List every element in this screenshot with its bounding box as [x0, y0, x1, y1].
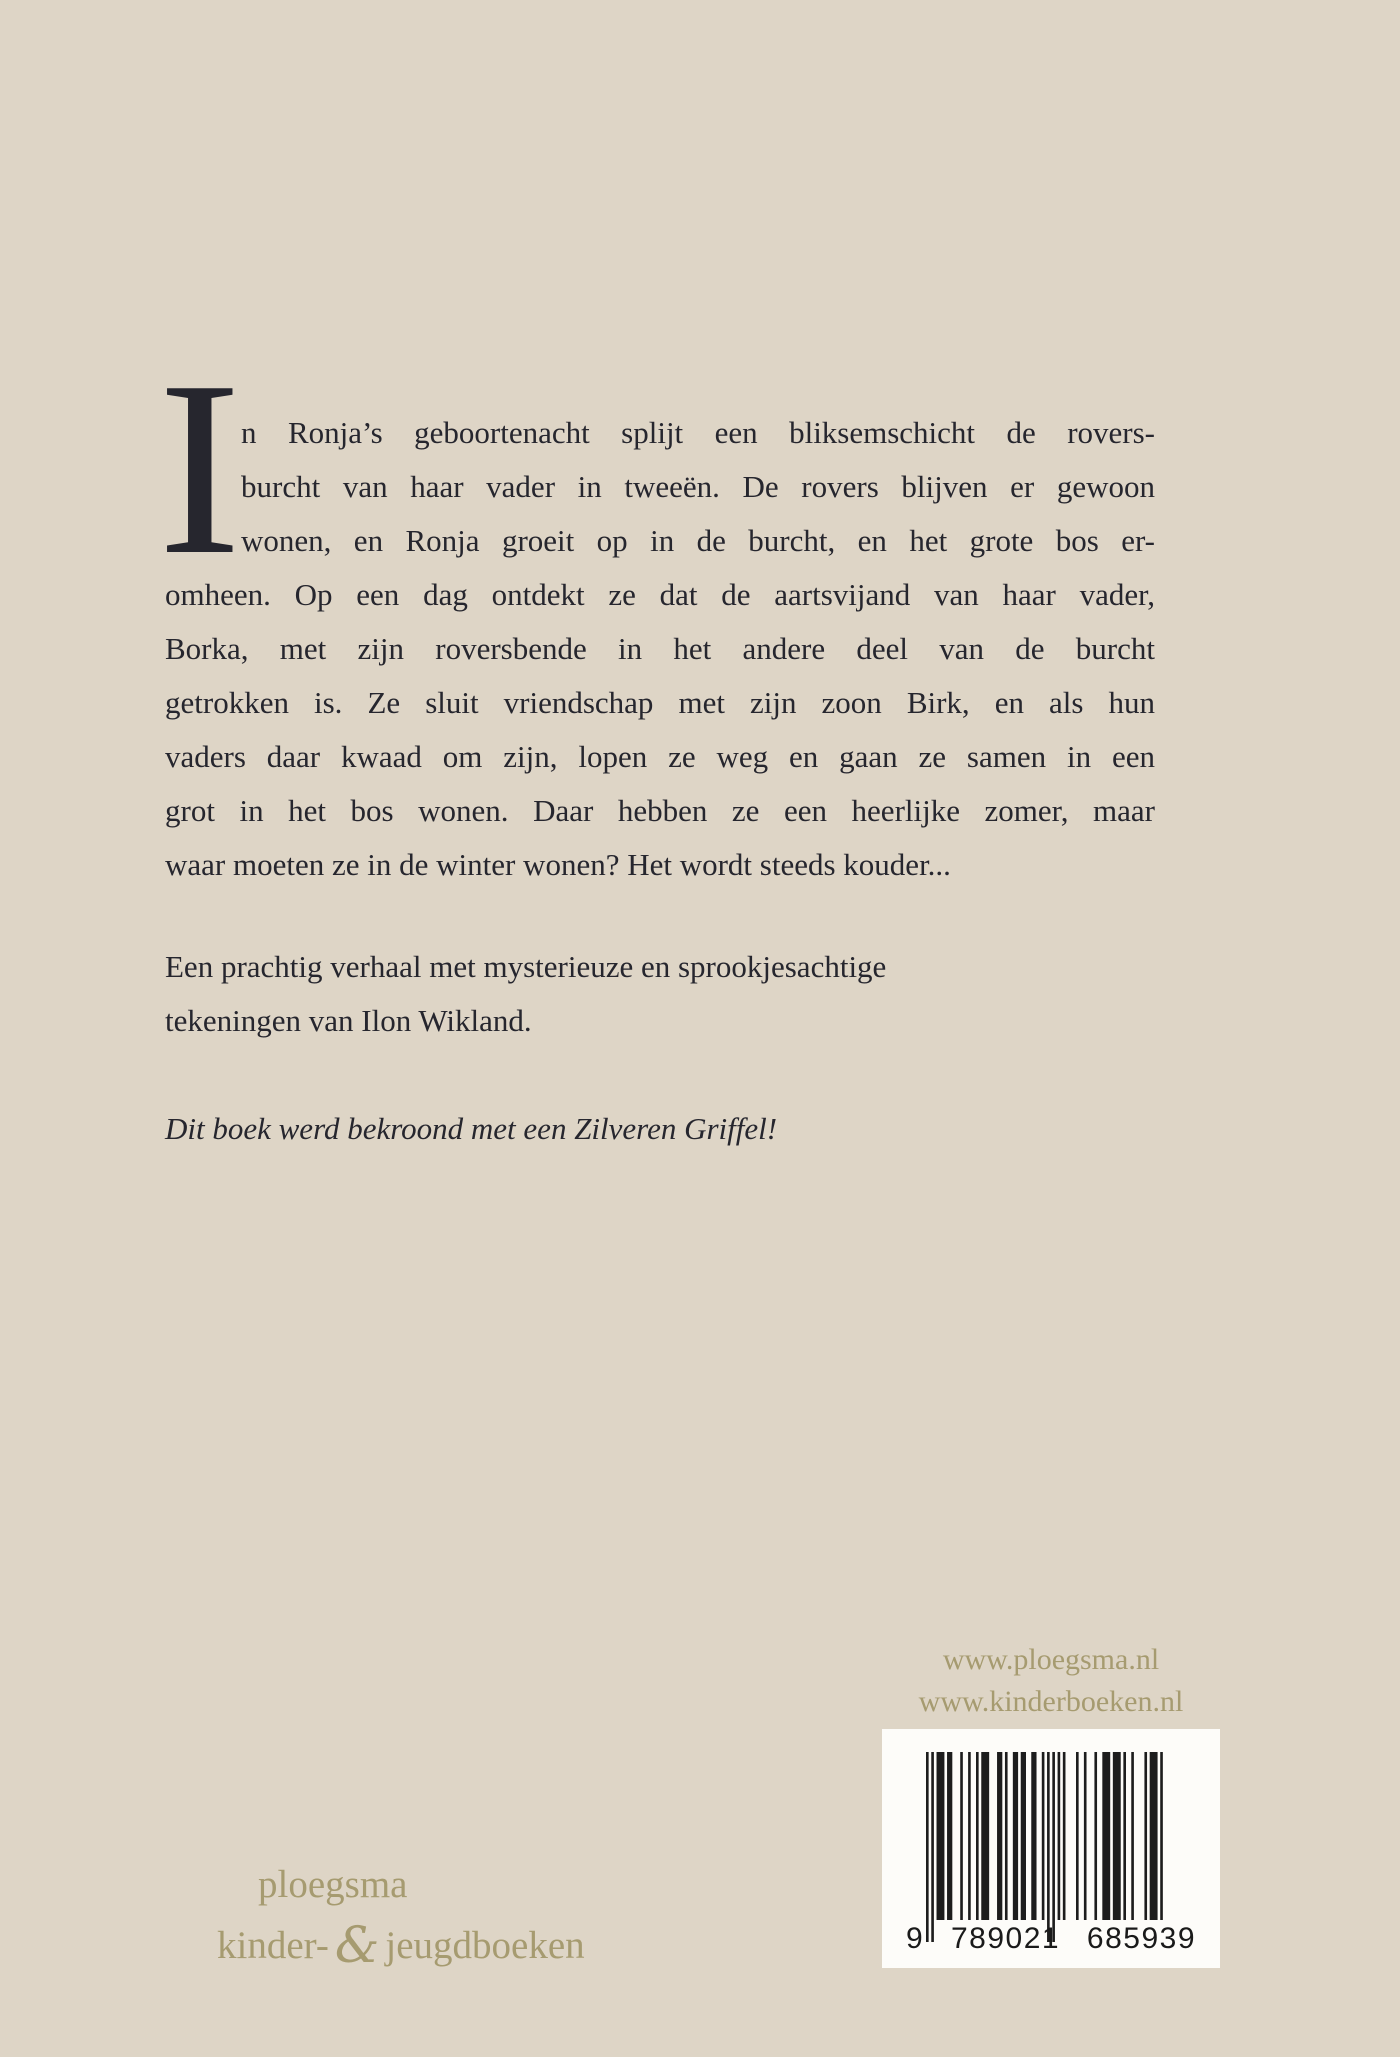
blurb-line: wonen, en Ronja groeit op in de burcht, en het grote bos er- [241, 523, 1155, 558]
blurb-line: burcht van haar vader in tweeën. De rovers blijven er gewoon [241, 469, 1155, 504]
blurb-line: getrokken is. Ze sluit vriendschap met zijn zoon Birk, en als hun [165, 685, 1155, 720]
publisher-tagline [217, 1916, 585, 1974]
website-url: www.kinderboeken.nl [918, 1685, 1184, 1718]
publisher-tagline-suffix: jeugdboeken [385, 1924, 585, 1967]
publisher-tagline-prefix: kinder- [217, 1924, 329, 1967]
barcode-digits-left: 789021 [950, 1922, 1061, 1955]
publisher-ampersand: & [334, 1916, 380, 1974]
barcode-digits-right: 685939 [1086, 1922, 1196, 1955]
ean-barcode [926, 1752, 1176, 1942]
blurb-line: Een prachtig verhaal met mysterieuze en sprookjesachtige [165, 949, 887, 984]
barcode-digit-lead: 9 [906, 1922, 925, 1955]
publisher-name: ploegsma [258, 1863, 408, 1906]
paragraph-spacer [165, 892, 1155, 940]
blurb-line: tekeningen van Ilon Wikland. [165, 1003, 532, 1038]
blurb-paragraph-1 [165, 406, 1155, 892]
blurb-drop-cap: I [158, 330, 242, 607]
blurb-line: n Ronja’s geboortenacht splijt een bliksemschicht de rovers- [241, 415, 1155, 450]
blurb-line: Borka, met zijn roversbende in het andere deel van de burcht [165, 631, 1155, 666]
barcode-digits [906, 1922, 1196, 1956]
blurb-line: omheen. Op een dag ontdekt ze dat de aartsvijand van haar vader, [165, 577, 1155, 612]
blurb-line: vaders daar kwaad om zijn, lopen ze weg en gaan ze samen in een [165, 739, 1155, 774]
blurb-text-block [165, 406, 1155, 1156]
paragraph-spacer [165, 1048, 1155, 1102]
blurb-line: waar moeten ze in de winter wonen? Het wordt steeds kouder... [165, 847, 951, 882]
blurb-line: grot in het bos wonen. Daar hebben ze een heerlijke zomer, maar [165, 793, 1155, 828]
blurb-paragraph-2 [165, 940, 1155, 1048]
website-url: www.ploegsma.nl [942, 1643, 1160, 1676]
publisher-websites [852, 1639, 1250, 1723]
award-note: Dit boek werd bekroond met een Zilveren Griffel! [165, 1111, 778, 1146]
barcode-panel [882, 1729, 1220, 1968]
